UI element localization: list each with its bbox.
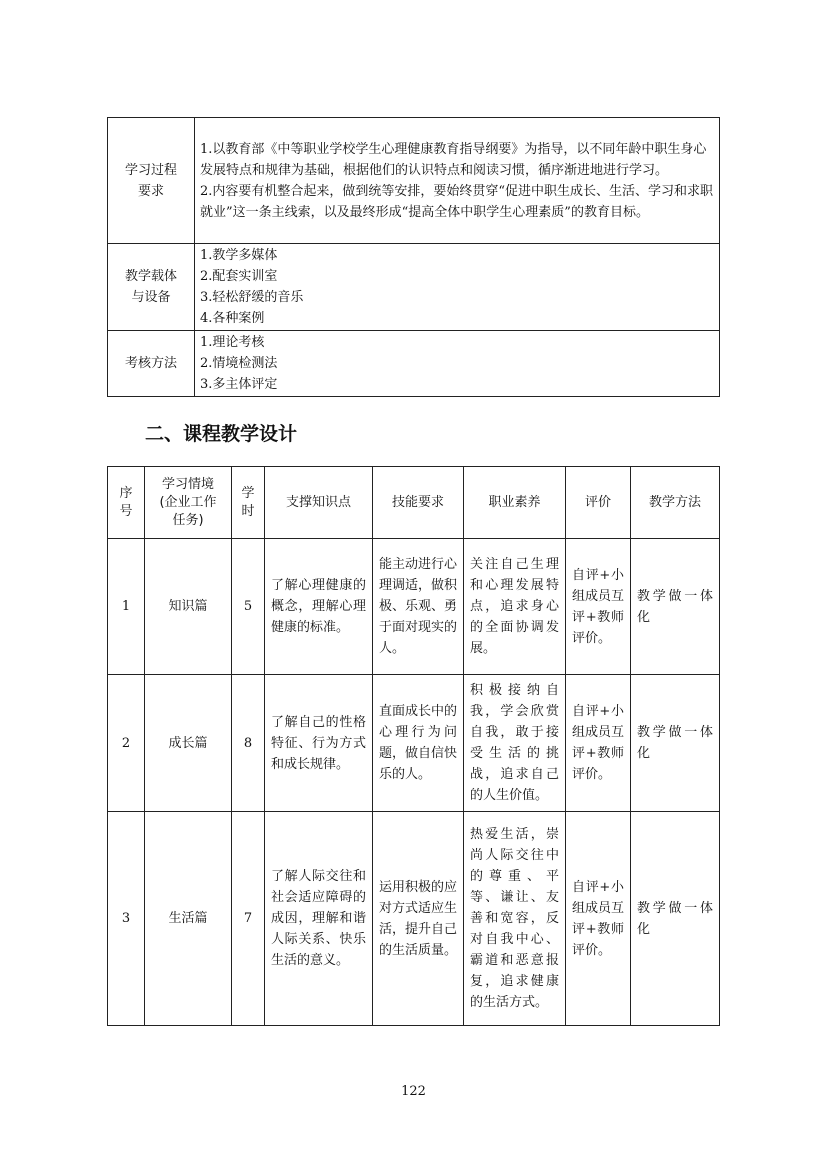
cell-evaluation: 自评+小组成员互评+教师评价。: [566, 539, 631, 675]
cell-evaluation: 自评+小组成员互评+教师评价。: [566, 675, 631, 812]
header-skills: 技能要求: [373, 467, 464, 539]
cell-method: 教学做一体化: [631, 539, 720, 675]
table-row: [108, 539, 720, 675]
header-index: 序 号: [108, 467, 145, 539]
list-item: 1.以教育部《中等职业学校学生心理健康教育指导纲要》为指导，以不同年龄中职生身心发展特点和规律为基础，根据他们的认识特点和阅读习惯，循序渐进地进行学习。: [200, 141, 707, 178]
cell-skills: 运用积极的应对方式适应生活，提升自己的生活质量。: [373, 812, 464, 1026]
header-evaluation: 评价: [566, 467, 631, 539]
cell-hours: 5: [232, 539, 265, 675]
course-info-table: [107, 117, 720, 397]
section-title: 二、课程教学设计: [145, 423, 298, 445]
header-situation: 学习情境 (企业工作 任务): [145, 467, 232, 539]
cell-hours: 8: [232, 675, 265, 812]
row-content-learning-process: [195, 118, 720, 244]
cell-knowledge: 了解人际交往和社会适应障碍的成因，理解和谐人际关系、快乐生活的意义。: [265, 812, 373, 1026]
course-design-table: [107, 466, 720, 1026]
list-item: 3.多主体评定: [200, 377, 278, 392]
cell-index: 3: [108, 812, 145, 1026]
cell-situation: 知识篇: [145, 539, 232, 675]
row-label-learning-process: 学习过程 要求: [108, 118, 195, 244]
row-label-assessment: 考核方法: [108, 331, 195, 397]
list-item: 1.教学多媒体: [200, 248, 278, 263]
cell-knowledge: 了解自己的性格特征、行为方式和成长规律。: [265, 675, 373, 812]
cell-knowledge: 了解心理健康的概念，理解心理健康的标准。: [265, 539, 373, 675]
cell-literacy: 关注自己生理和心理发展特点，追求身心的全面协调发展。: [464, 539, 566, 675]
cell-method: 教学做一体化: [631, 675, 720, 812]
list-item: 1.理论考核: [200, 335, 265, 350]
cell-method: 教学做一体化: [631, 812, 720, 1026]
header-literacy: 职业素养: [464, 467, 566, 539]
list-item: 2.配套实训室: [200, 269, 278, 284]
header-method: 教学方法: [631, 467, 720, 539]
cell-literacy: 积极接纳自我，学会欣赏自我，敢于接受生活的挑战，追求自己的人生价值。: [464, 675, 566, 812]
table-header-row: [108, 467, 720, 539]
table-row: [108, 812, 720, 1026]
cell-situation: 生活篇: [145, 812, 232, 1026]
header-hours: 学 时: [232, 467, 265, 539]
cell-skills: 能主动进行心理调适，做积极、乐观、勇于面对现实的人。: [373, 539, 464, 675]
cell-evaluation: 自评+小组成员互评+教师评价。: [566, 812, 631, 1026]
cell-index: 1: [108, 539, 145, 675]
table-row: [108, 675, 720, 812]
list-item: 2.内容要有机整合起来，做到统等安排，要始终贯穿“促进中职生成长、生活、学习和求职就业”这一条主线索，以及最终形成“提高全体中职学生心理素质”的教育目标。: [200, 183, 714, 220]
cell-index: 2: [108, 675, 145, 812]
page-number: 122: [401, 1084, 426, 1099]
cell-skills: 直面成长中的心理行为问题，做自信快乐的人。: [373, 675, 464, 812]
table-row: [108, 118, 720, 244]
row-content-teaching-equipment: [195, 244, 720, 331]
cell-literacy: 热爱生活，崇尚人际交往中的尊重、平等、谦让、友善和宽容，反对自我中心、霸道和恶意报复，追求健康的生活方式。: [464, 812, 566, 1026]
list-item: 2.情境检测法: [200, 356, 278, 371]
table-row: [108, 244, 720, 331]
list-item: 3.轻松舒缓的音乐: [200, 290, 304, 305]
cell-situation: 成长篇: [145, 675, 232, 812]
row-label-teaching-equipment: 教学载体 与设备: [108, 244, 195, 331]
cell-hours: 7: [232, 812, 265, 1026]
row-content-assessment: [195, 331, 720, 397]
header-knowledge: 支撑知识点: [265, 467, 373, 539]
list-item: 4.各种案例: [200, 311, 265, 326]
table-row: [108, 331, 720, 397]
